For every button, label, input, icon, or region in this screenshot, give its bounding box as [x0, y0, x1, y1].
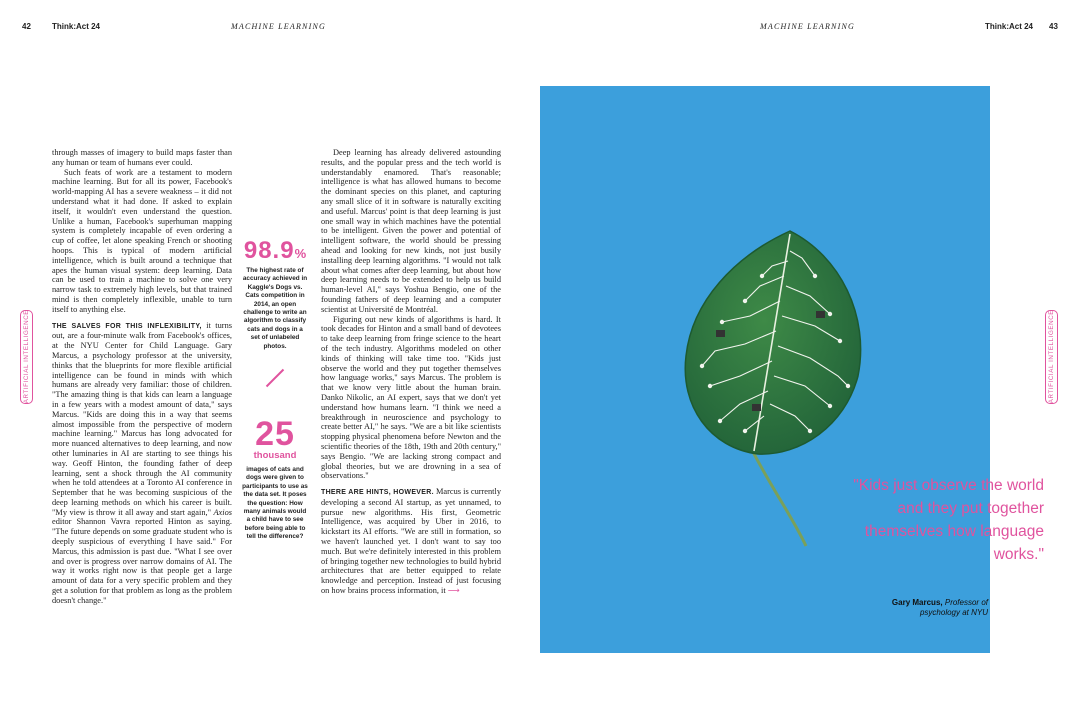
leaf-shape: [685, 231, 860, 454]
stat-unit: %: [294, 246, 307, 261]
paragraph: Such feats of work are a testament to modern machine learning. But for all its power, Facebook's world-mapping AI has a severe weakness – it did not understand what it had done. If asked to explain itself, it wouldn't even understand the question. Unlike a human, Facebook's superhuman mapping system is completely incapable of even ordering a cup of coffee, let alone speaking French or shooting hoops. This is typical of modern artificial intelligence, which is built around a technique that apes the human visual system: deep learning. Data can be used to train a machine to solve one very narrow task to extremely high levels, but that trained mind is then completely inflexible, unable to turn itself to anything else.: [52, 167, 232, 314]
divider-slash: [266, 369, 284, 387]
leaf-stem: [750, 446, 806, 546]
continue-arrow-icon: ⟶: [447, 585, 460, 596]
paragraph: THERE ARE HINTS, HOWEVER. Marcus is currently developing a second AI startup, as yet unnamed, to pursue new algorithms. His first, Geometric Intelligence, was acquired by Uber in 2016, to kickstart its AI efforts. "We are still in formation, so we haven't launched yet. I don't want to say too much. But we're definitely interested in this problem of bringing together new technologies to build hybrid architectures that are better equipped to relate knowledge and perception. Instead of just focusing on how brains process information, it ⟶: [321, 487, 501, 596]
side-tab-left: [20, 310, 33, 404]
right-brand: Think:Act 24: [985, 22, 1034, 31]
paragraph: Figuring out new kinds of algorithms is hard. It took decades for Hinton and a small band of devotees to take deep learning from fringe science to the heart of the tech industry. Algorithms modeled on other kinds of thinking will take time too. "Kids just observe the world and they put together themselves how language works," says Marcus. The problem is that we know very little about the human brain. Danko Nikolic, an AI expert, says that we don't yet understand how humans learn. "I think we need a breakthrough in neuroscience and psychology to create better AI," he says. "We are a bit like scientists stopping physical phenomena before Newton and the scientific theories of the 18th, 19th and 20th century," says Bengio. "We are lacking strong compact and global theories, but we are drowning in a sea of observations.": [321, 314, 501, 481]
leaf-circuit-photo: [540, 86, 990, 653]
publication-name: Axios: [213, 507, 232, 517]
paragraph: through masses of imagery to build maps faster than any human or team of humans ever could.: [52, 148, 232, 167]
paragraph: Deep learning has already delivered astounding results, and the popular press and the tech world is understandably enamored. That's reasonable; intelligence is what has allowed humans to become the dominant species on this planet, and capturing any small slice of it in software is naturally exciting and useful. Marcus' point is that deep learning is just one small way in which machines have the potential to be intelligent. Given the power and potential of intelligent software, the world should be pressing ahead and looking for new kinds, not just busily installing deep learning algorithms. "I would not talk about what comes after deep learning, but about how deep learning needs to be extended to help us build human-level AI," says Yoshua Bengio, one of the founding fathers of deep learning and a computer scientist at Université de Montréal.: [321, 148, 501, 314]
leaf-circuit-illustration: [540, 86, 990, 653]
stat-value: 25: [255, 415, 295, 453]
stat-block-2: [242, 415, 308, 542]
pull-quote: "Kids just observe the world and they put together themselves how language works.": [853, 477, 1044, 563]
stat-description: The highest rate of accuracy achieved in Kaggle's Dogs vs. Cats competition in 2014, an open challenge to write an algorithm to classify cats and dogs in a set of unlabeled photos.: [242, 267, 308, 350]
side-tab-right: [1045, 310, 1058, 404]
left-page-number: 42: [22, 22, 31, 31]
right-page-number: 43: [1049, 22, 1058, 31]
quote-attribution: [850, 598, 988, 618]
stat-unit: thousand: [253, 450, 297, 461]
article-column-2: [321, 148, 501, 596]
right-section-title: MACHINE LEARNING: [760, 22, 855, 31]
stat-value: 98.9: [243, 237, 295, 264]
left-section-title: MACHINE LEARNING: [231, 22, 326, 31]
stat-block-1: [242, 238, 308, 351]
paragraph: THE SALVES FOR THIS INFLEXIBILITY, it turns out, are a four-minute walk from Facebook's offices, at the NYU Center for Child Language. Gary Marcus, a psychology professor at the university, thinks that the blueprints for more flexible artificial intelligence can be found in minds with which humans are already very familiar: those of children. "The amazing thing is that kids can learn a language in a few years with a modest amount of data," says Marcus. "Kids are doing this in a way that seems almost impossible from the perspective of modern machine learning." Marcus has long advocated for more nuanced alternatives to deep learning, and now other luminaries in AI are starting to see things his way. Geoff Hinton, the founding father of deep learning, sent a shock through the AI community when he told attendees at a Toronto AI conference in September that he was becoming suspicious of the deep learning methods on which his career is built. "My view is throw it all away and start again," Axios editor Shannon Vavra reported Hinton as saying. "The future depends on some graduate student who is deeply suspicious of everything I have said." For Marcus, this admission is past due. "What I see over and over is progress over narrow domains of AI. The way it works right now is that people get a large amount of data for a very specific problem and they get a solution for that problem as long as the problem doesn't change.": [52, 320, 232, 605]
stat-description: images of cats and dogs were given to participants to use as the data set. It poses the question: How many animals would a child have to see before being able to tell the difference?: [242, 466, 308, 541]
run-in-heading: THERE ARE HINTS, HOWEVER.: [321, 489, 434, 497]
quote-author-role: Professor of psychology at NYU: [919, 598, 988, 617]
run-in-heading: THE SALVES FOR THIS INFLEXIBILITY,: [52, 322, 202, 330]
quote-author: Gary Marcus,: [891, 598, 943, 607]
side-tab-label: ARTIFICIAL INTELLIGENCE: [1048, 310, 1055, 404]
side-tab-label: ARTIFICIAL INTELLIGENCE: [23, 310, 30, 404]
article-column-1: [52, 148, 232, 606]
left-brand: Think:Act 24: [52, 22, 101, 31]
